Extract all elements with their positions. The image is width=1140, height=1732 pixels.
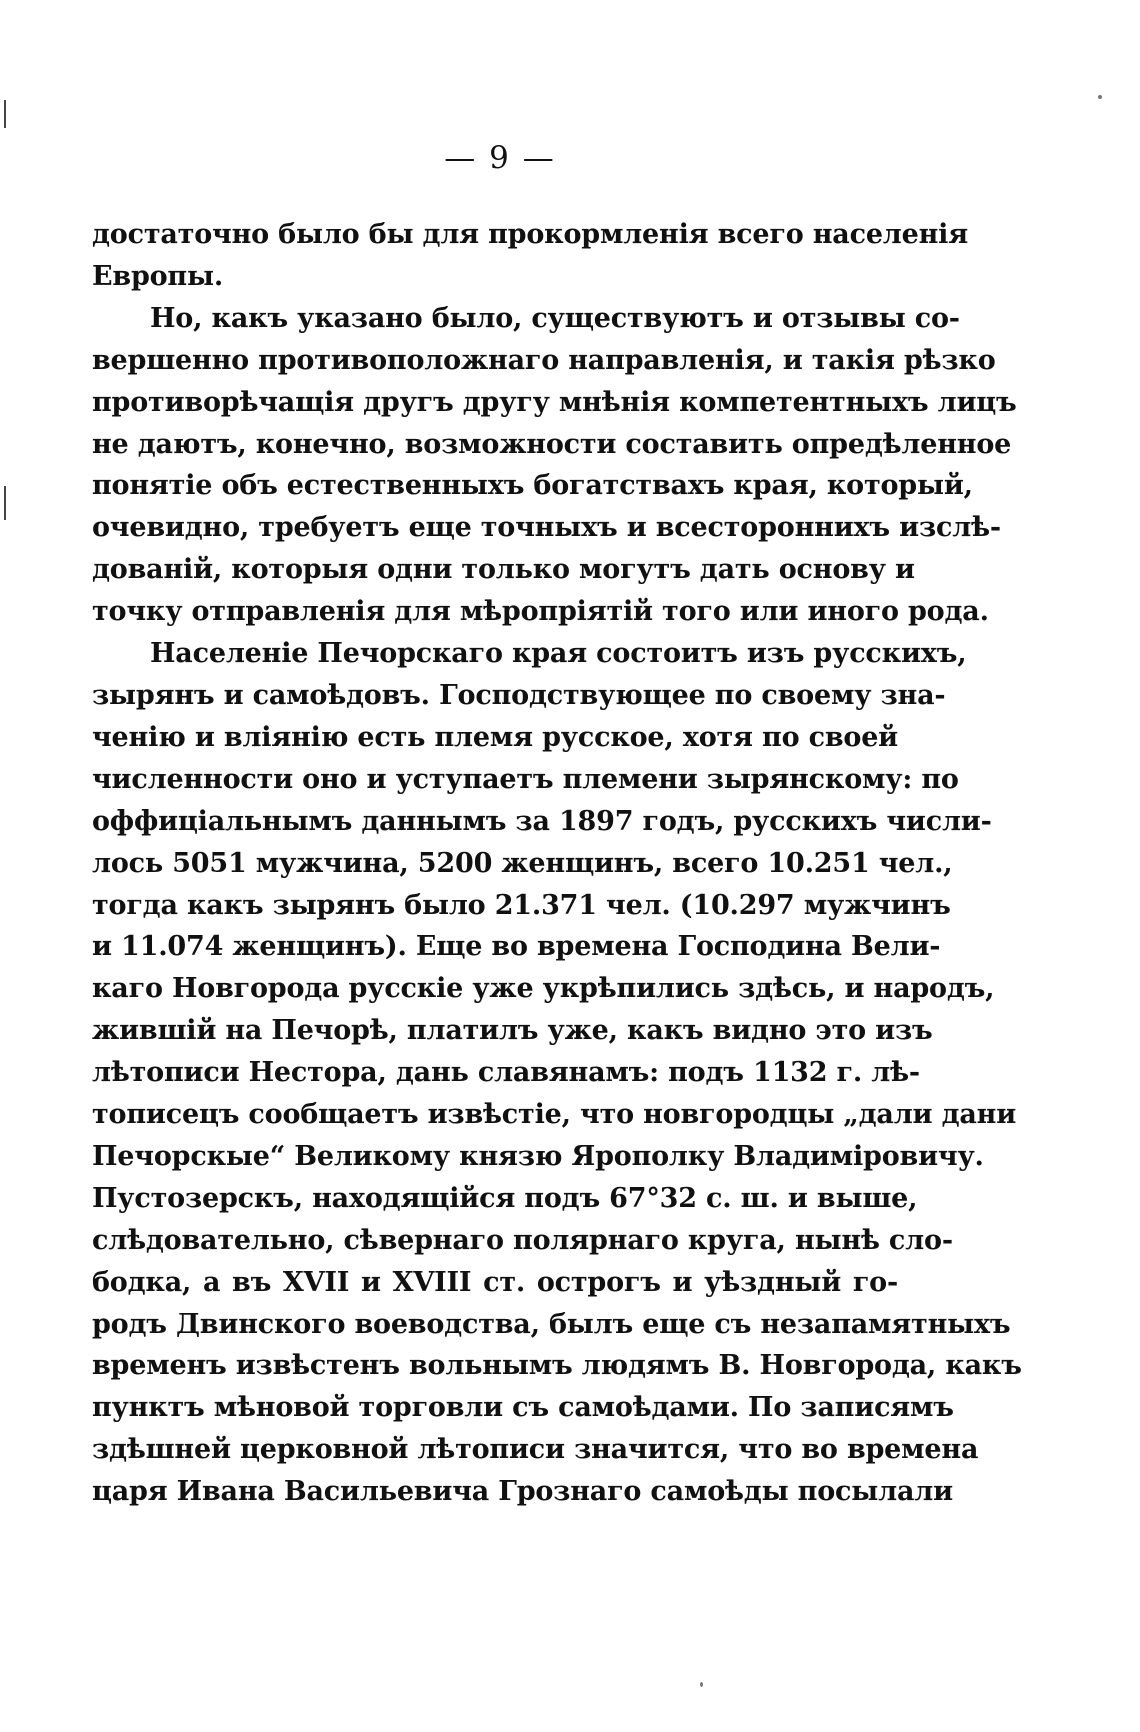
text-line: лось 5051 мужчина, 5200 женщинъ, всего 10.251 чел., <box>92 847 953 879</box>
paragraph <box>92 633 1022 1513</box>
text-line: здѣшней церковной лѣтописи значится, что во времена <box>92 1434 979 1466</box>
page-number: — 9 — <box>444 140 556 176</box>
text-line: каго Новгорода русскіе уже укрѣпились здѣсь, и народъ, <box>92 973 995 1005</box>
text-line: родъ Двинского воеводства, былъ еще съ незапамятныхъ <box>92 1308 1011 1340</box>
text-line: противорѣчащія другъ другу мнѣнія компетентныхъ лицъ <box>92 386 1017 418</box>
text-line: бодка, а въ XVII и XVIII ст. острогъ и уѣздный го- <box>92 1266 898 1298</box>
paragraph <box>92 214 968 298</box>
text-line: вершенно противоположнаго направленія, и такія рѣзко <box>92 344 996 376</box>
text-line: достаточно было бы для прокормленія всего населенія <box>92 219 968 250</box>
text-line: Европы. <box>92 260 224 292</box>
text-line: пунктъ мѣновой торговли съ самоѣдами. По записямъ <box>92 1392 954 1424</box>
text-line: численности оно и уступаетъ племени зырянскому: по <box>92 763 959 795</box>
body-text <box>92 214 1022 1513</box>
text-line: царя Ивана Васильевича Грознаго самоѣды посылали <box>92 1476 953 1508</box>
left-margin-mark <box>4 486 6 520</box>
text-line: точку отправленія для мѣропріятій того или иного рода. <box>92 596 989 628</box>
text-line: тописецъ сообщаетъ извѣстіе, что новгородцы „дали дани <box>92 1099 1017 1131</box>
paragraph <box>92 298 1017 633</box>
text-line: зырянъ и самоѣдовъ. Господствующее по своему зна- <box>92 679 946 711</box>
text-line: Но, какъ указано было, существуютъ и отзывы со- <box>150 302 960 334</box>
paper-speck <box>1098 95 1102 99</box>
paper-speck <box>700 1682 703 1687</box>
text-line: дованій, которыя одни только могутъ дать основу и <box>92 554 915 586</box>
text-line: лѣтописи Нестора, дань славянамъ: подъ 1132 г. лѣ- <box>92 1057 920 1089</box>
text-line: очевидно, требуетъ еще точныхъ и всестороннихъ изслѣ- <box>92 512 1001 544</box>
text-line: слѣдовательно, сѣвернаго полярнаго круга, нынѣ сло- <box>92 1224 953 1256</box>
text-line: временъ извѣстенъ вольнымъ людямъ В. Новгорода, какъ <box>92 1350 1022 1382</box>
text-line: и 11.074 женщинъ). Еще во времена Господина Вели- <box>92 931 941 963</box>
text-line: Пустозерскъ, находящійся подъ 67°32 с. ш. и выше, <box>92 1182 918 1214</box>
text-line: оффиціальнымъ даннымъ за 1897 годъ, русскихъ числи- <box>92 805 992 837</box>
text-line: тогда какъ зырянъ было 21.371 чел. (10.297 мужчинъ <box>92 889 951 921</box>
text-line: Населеніе Печорскаго края состоитъ изъ русскихъ, <box>150 638 967 670</box>
text-line: не даютъ, конечно, возможности составить опредѣленное <box>92 428 1012 460</box>
text-line: понятіе объ естественныхъ богатствахъ края, который, <box>92 470 973 502</box>
text-line: жившій на Печорѣ, платилъ уже, какъ видно это изъ <box>92 1015 933 1047</box>
text-line: Печорскые“ Великому князю Ярополку Владиміровичу. <box>92 1140 984 1172</box>
text-line: ченію и вліянію есть племя русское, хотя по своей <box>92 721 898 753</box>
left-margin-mark <box>4 100 6 128</box>
